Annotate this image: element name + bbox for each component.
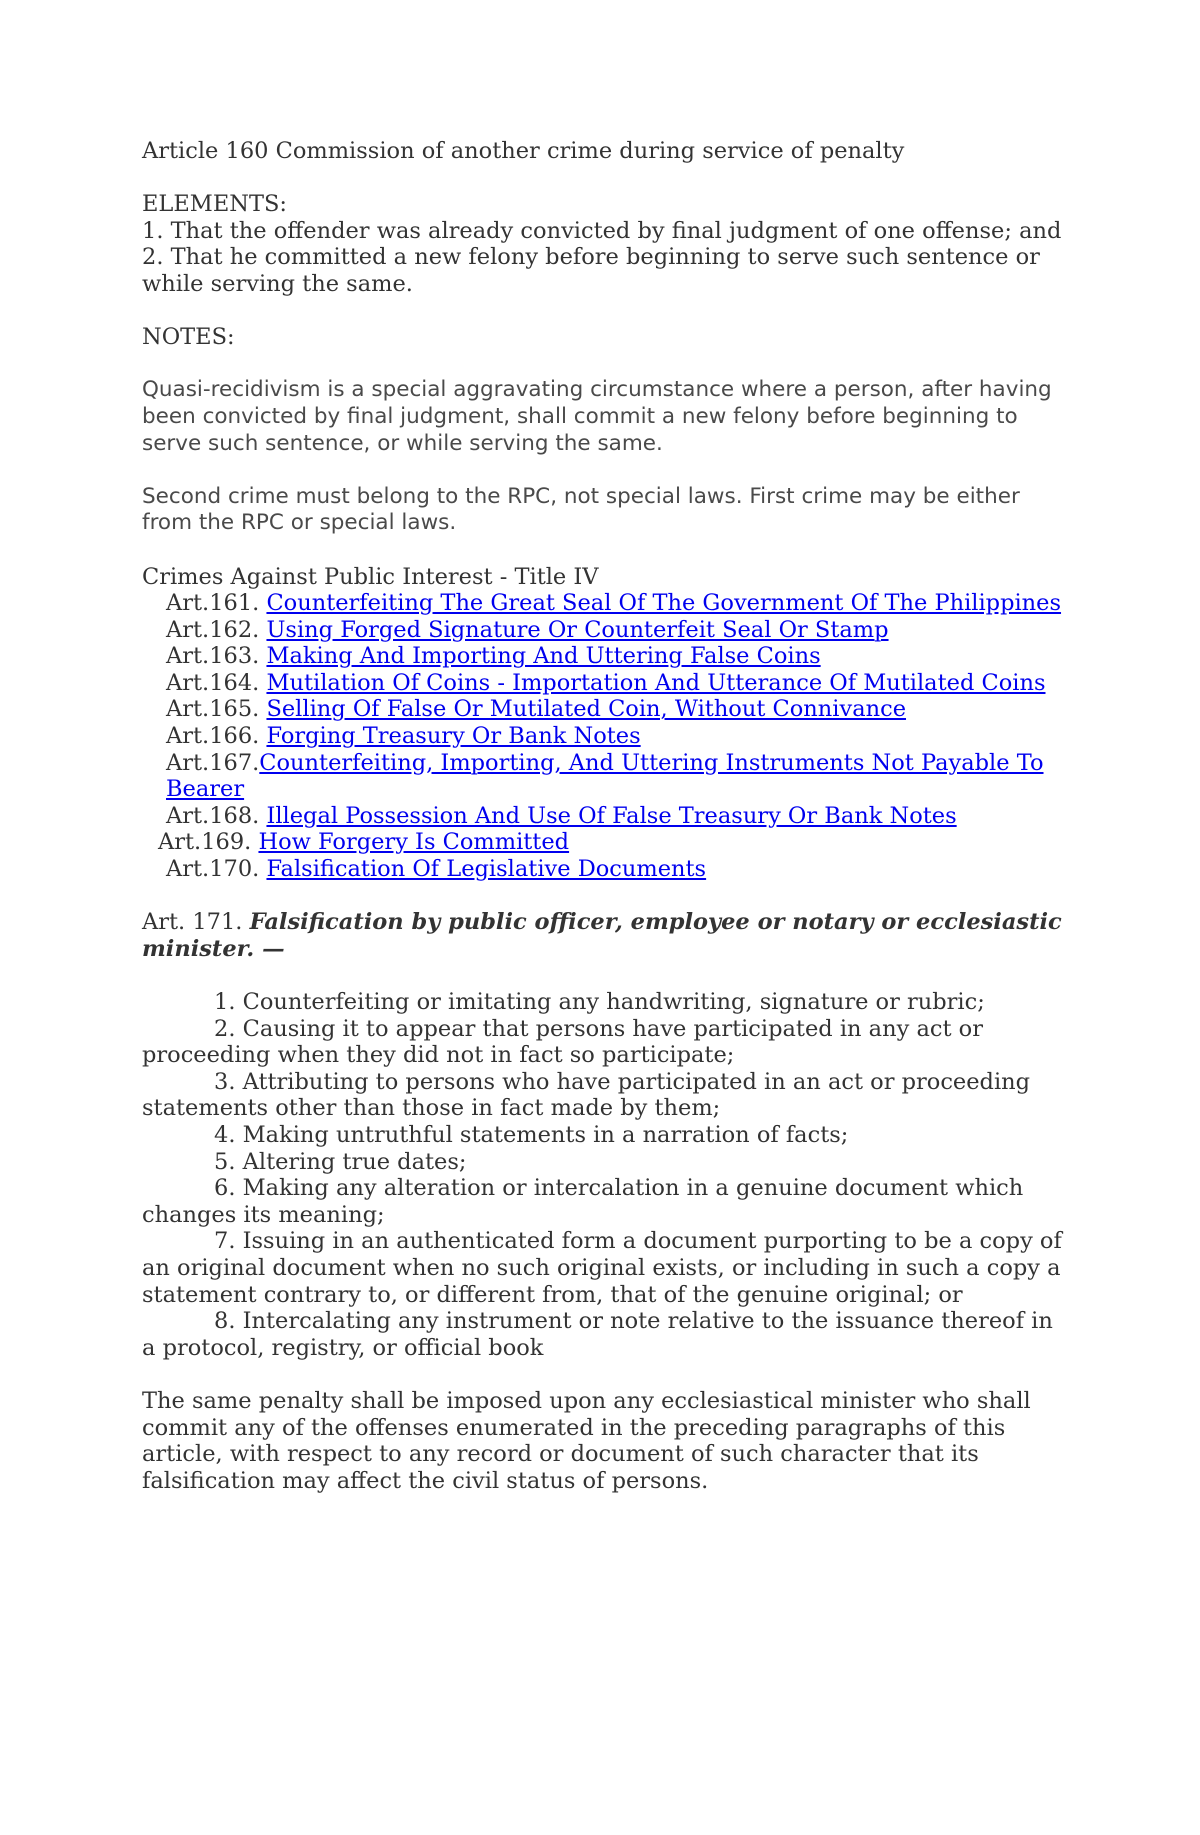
article-link[interactable]: Selling Of False Or Mutilated Coin, Without Connivance	[266, 696, 907, 723]
article-171-heading	[142, 909, 1072, 962]
spacer	[142, 457, 1072, 484]
spacer	[142, 351, 1072, 378]
item-indent	[142, 1122, 214, 1148]
article-number: Art.167.	[166, 749, 260, 776]
article-number: Art.169.	[158, 829, 259, 856]
item-indent	[142, 1069, 214, 1095]
article-number: Art.161.	[166, 590, 267, 617]
article-number: Art.163.	[166, 643, 267, 670]
article-171-item	[142, 1175, 1072, 1228]
item-indent	[142, 1228, 214, 1254]
article-list-item	[142, 643, 1072, 670]
article-list-item	[142, 856, 1072, 883]
spacer	[142, 165, 1072, 192]
document-page	[142, 138, 1072, 1494]
article-171-item	[142, 1308, 1072, 1361]
spacer	[142, 537, 1072, 564]
article-171-item	[142, 1149, 1072, 1176]
item-indent	[142, 1175, 214, 1201]
article-list-item	[142, 723, 1072, 750]
article-171-item	[142, 989, 1072, 1016]
spacer	[142, 883, 1072, 910]
article-171-item	[142, 1016, 1072, 1069]
note-paragraph: Second crime must belong to the RPC, not special laws. First crime may be either from the RPC or special laws.	[142, 483, 1020, 536]
article-171-item	[142, 1228, 1072, 1308]
article-list-item	[142, 750, 1072, 803]
article-link[interactable]: Mutilation Of Coins - Importation And Utterance Of Mutilated Coins	[266, 669, 1046, 696]
elements-heading: ELEMENTS:	[142, 191, 287, 218]
item-text: 8. Intercalating any instrument or note relative to the issuance thereof in a protocol, registry, or official book	[142, 1308, 1053, 1361]
item-text: 2. Causing it to appear that persons have participated in any act or proceeding when they did not in fact so participate;	[142, 1015, 983, 1069]
article-171-title: Falsification by public officer, employee or notary or ecclesiastic minister. —	[142, 909, 1062, 962]
element-item: 1. That the offender was already convicted by final judgment of one offense; and	[142, 217, 1062, 244]
article-171-item	[142, 1069, 1072, 1122]
article-number: Art.165.	[166, 696, 267, 723]
article-link[interactable]: Using Forged Signature Or Counterfeit Seal Or Stamp	[266, 616, 889, 643]
article-link[interactable]: Illegal Possession And Use Of False Treasury Or Bank Notes	[266, 802, 957, 829]
item-text: 5. Altering true dates;	[214, 1148, 467, 1175]
article-link[interactable]: Falsification Of Legislative Documents	[266, 856, 707, 883]
article-list-item	[142, 590, 1072, 617]
note-paragraph: Quasi-recidivism is a special aggravating circumstance where a person, after having been convicted by final judgment, shall commit a new felony before beginning to serve such sentence, or while serving the same.	[142, 377, 1052, 456]
article-list-item	[142, 617, 1072, 644]
article-number: Art.166.	[166, 723, 267, 750]
article-number: Art.164.	[166, 669, 267, 696]
item-text: 6. Making any alteration or intercalation in a genuine document which changes its meaning;	[142, 1175, 1024, 1228]
item-text: 1. Counterfeiting or imitating any handwriting, signature or rubric;	[214, 989, 985, 1015]
item-text: 7. Issuing in an authenticated form a document purporting to be a copy of an original document when no such original exists, or including in such a copy a statement contrary to, or different from, that of the genuine original; or	[142, 1228, 1062, 1308]
article-link[interactable]: Counterfeiting The Great Seal Of The Government Of The Philippines	[266, 590, 1062, 617]
article-160-title: Article 160 Commission of another crime during service of penalty	[142, 138, 905, 164]
element-item: 2. That he committed a new felony before beginning to serve such sentence or while serving the same.	[142, 244, 1040, 297]
spacer	[142, 1361, 1072, 1388]
item-indent	[142, 1149, 214, 1175]
article-link[interactable]: Making And Importing And Uttering False Coins	[266, 643, 821, 670]
notes-heading: NOTES:	[142, 324, 235, 351]
item-text: 4. Making untruthful statements in a narration of facts;	[214, 1121, 849, 1148]
article-link[interactable]: Counterfeiting, Importing, And Uttering Instruments Not Payable To Bearer	[166, 749, 1044, 803]
article-list-item	[142, 670, 1072, 697]
item-text: 3. Attributing to persons who have participated in an act or proceeding statements other than those in fact made by them;	[142, 1068, 1031, 1122]
article-list-item	[142, 696, 1072, 723]
article-link[interactable]: Forging Treasury Or Bank Notes	[266, 723, 641, 750]
article-number: Art.170.	[166, 856, 267, 883]
item-indent	[142, 1308, 214, 1334]
closing-paragraph: The same penalty shall be imposed upon any ecclesiastical minister who shall commit any of the offenses enumerated in the preceding paragraphs of this article, with respect to any record or document of such character that its falsification may affect the civil status of persons.	[142, 1387, 1031, 1494]
article-link[interactable]: How Forgery Is Committed	[258, 829, 570, 856]
item-indent	[142, 989, 214, 1015]
spacer	[142, 298, 1072, 325]
item-indent	[142, 1016, 214, 1042]
crimes-heading: Crimes Against Public Interest - Title IV	[142, 563, 599, 590]
article-list-item	[142, 829, 1072, 856]
article-171-number: Art. 171.	[142, 909, 250, 936]
article-number: Art.168.	[166, 802, 267, 829]
article-list-item	[142, 803, 1072, 830]
article-number: Art.162.	[166, 616, 267, 643]
spacer	[142, 962, 1072, 989]
article-171-item	[142, 1122, 1072, 1149]
